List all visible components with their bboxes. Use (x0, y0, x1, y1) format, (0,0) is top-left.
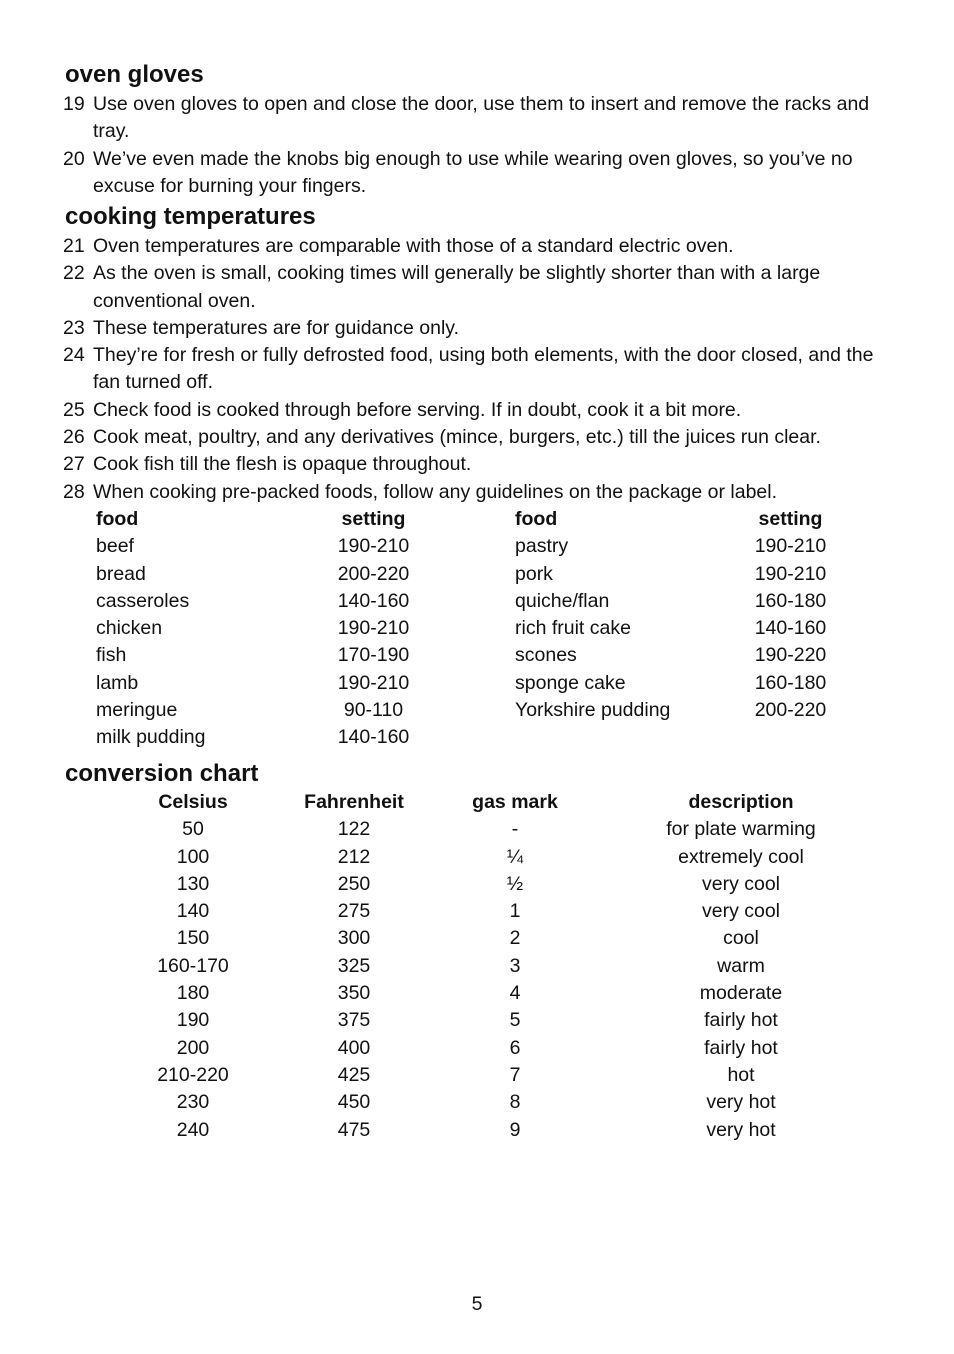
item-text: They’re for fresh or fully defrosted food, using both elements, with the door closed, and the fan turned off. (93, 344, 874, 394)
column-spacer (426, 615, 515, 642)
column-spacer (426, 588, 515, 615)
gas-mark-cell: - (511, 818, 519, 841)
celsius-cell: 140 (176, 900, 210, 923)
setting-cell: 190-210 (754, 535, 827, 558)
table-row (96, 561, 843, 588)
table-row (137, 898, 911, 925)
column-header-setting: setting (341, 508, 406, 530)
fahrenheit-cell: 425 (337, 1063, 371, 1086)
fahrenheit-cell: 300 (337, 927, 371, 950)
food-cell: Yorkshire pudding (515, 699, 671, 722)
celsius-cell: 150 (176, 927, 210, 950)
description-cell: very cool (701, 900, 781, 923)
celsius-cell: 50 (182, 818, 204, 841)
food-cell: chicken (96, 617, 163, 640)
table-row (96, 588, 843, 615)
list-item (63, 424, 893, 451)
column-spacer (426, 670, 515, 697)
table-row (96, 670, 843, 697)
fahrenheit-cell: 325 (337, 954, 371, 977)
item-number: 25 (63, 398, 85, 421)
celsius-cell: 210-220 (157, 1063, 229, 1086)
item-number: 21 (63, 235, 85, 257)
description-cell: warm (717, 954, 765, 977)
fahrenheit-cell: 350 (337, 982, 371, 1005)
setting-cell (738, 724, 843, 751)
column-header-food: food (515, 508, 558, 530)
table-row (96, 642, 843, 669)
table-row (96, 615, 843, 642)
item-text: Cook meat, poultry, and any derivatives (mince, burgers, etc.) till the juices run clear. (93, 426, 821, 449)
fahrenheit-cell: 475 (337, 1118, 371, 1141)
food-cell: rich fruit cake (515, 617, 631, 640)
table-row (137, 844, 911, 871)
setting-cell: 200-220 (337, 562, 410, 585)
column-header-celsius: Celsius (158, 791, 228, 813)
item-text: When cooking pre-packed foods, follow any guidelines on the package or label. (93, 480, 778, 503)
description-cell: hot (727, 1063, 755, 1086)
column-spacer (426, 506, 515, 533)
setting-cell: 90-110 (343, 699, 404, 722)
celsius-cell: 100 (176, 845, 210, 868)
item-number: 19 (63, 93, 85, 115)
description-cell: very cool (701, 872, 781, 895)
food-cell: scones (515, 644, 577, 667)
gas-mark-cell: 5 (509, 1009, 521, 1032)
gas-mark-cell: 7 (509, 1063, 521, 1086)
description-cell: very hot (706, 1118, 776, 1141)
item-text: Cook fish till the flesh is opaque throughout. (93, 453, 472, 476)
description-cell: fairly hot (704, 1009, 778, 1032)
item-number: 28 (63, 480, 85, 503)
table-row (137, 1089, 911, 1116)
description-cell: cool (723, 927, 759, 950)
food-cell: lamb (96, 671, 139, 694)
column-spacer (426, 642, 515, 669)
setting-cell: 140-160 (754, 617, 827, 640)
list-item (63, 479, 893, 506)
item-text: Check food is cooked through before serving. If in doubt, cook it a bit more. (93, 398, 742, 421)
description-cell: moderate (699, 982, 783, 1005)
celsius-cell: 240 (176, 1118, 210, 1141)
table-row (96, 724, 843, 751)
description-cell: extremely cool (678, 845, 804, 868)
column-spacer (426, 724, 515, 751)
setting-cell: 190-210 (337, 535, 410, 558)
list-oven-gloves (63, 91, 893, 200)
table-row (137, 980, 911, 1007)
celsius-cell: 200 (176, 1036, 210, 1059)
gas-mark-cell: ½ (506, 872, 524, 895)
column-spacer (426, 697, 515, 724)
table-row (137, 1007, 911, 1034)
fahrenheit-cell: 122 (337, 818, 371, 841)
conversion-table (137, 789, 911, 1144)
gas-mark-cell: 2 (509, 927, 521, 950)
item-text: These temperatures are for guidance only. (93, 316, 460, 339)
setting-cell: 200-220 (754, 699, 827, 722)
list-item (63, 146, 893, 201)
column-header-fahrenheit: Fahrenheit (304, 791, 404, 813)
setting-cell: 190-210 (337, 617, 410, 640)
fahrenheit-cell: 275 (337, 900, 371, 923)
food-cell: milk pudding (96, 726, 206, 749)
celsius-cell: 230 (176, 1091, 210, 1114)
heading-conversion-chart: conversion chart (65, 760, 259, 787)
list-item (63, 233, 893, 260)
food-cell (515, 724, 738, 751)
item-number: 23 (63, 316, 85, 339)
gas-mark-cell: 3 (509, 954, 521, 977)
list-item (63, 342, 893, 397)
heading-cooking-temperatures: cooking temperatures (65, 203, 316, 230)
food-cell: bread (96, 562, 146, 585)
list-item (63, 260, 893, 315)
food-cell: pastry (515, 535, 569, 558)
celsius-cell: 180 (176, 982, 210, 1005)
food-cell: fish (96, 644, 127, 667)
table-row (137, 1117, 911, 1144)
fahrenheit-cell: 250 (337, 872, 371, 895)
item-text: Use oven gloves to open and close the door, use them to insert and remove the racks and tray. (93, 93, 870, 143)
table-header-row (96, 506, 843, 533)
food-cell: beef (96, 535, 134, 558)
column-header-gas-mark: gas mark (472, 791, 558, 813)
gas-mark-cell: 9 (509, 1118, 521, 1141)
gas-mark-cell: ¼ (506, 845, 524, 868)
setting-cell: 140-160 (337, 726, 410, 749)
gas-mark-cell: 4 (509, 982, 521, 1005)
column-header-setting: setting (758, 508, 823, 530)
fahrenheit-cell: 400 (337, 1036, 371, 1059)
gas-mark-cell: 8 (509, 1091, 521, 1114)
gas-mark-cell: 1 (509, 900, 521, 923)
table-row (137, 925, 911, 952)
fahrenheit-cell: 375 (337, 1009, 371, 1032)
item-text: As the oven is small, cooking times will generally be slightly shorter than with a large conventional oven. (93, 262, 821, 312)
description-cell: fairly hot (704, 1036, 778, 1059)
column-spacer (426, 533, 515, 560)
list-item (63, 91, 893, 146)
description-cell: very hot (706, 1091, 776, 1114)
food-settings-table (96, 506, 843, 752)
item-number: 24 (63, 344, 85, 367)
heading-oven-gloves: oven gloves (65, 61, 204, 88)
page-number: 5 (471, 1293, 483, 1315)
setting-cell: 170-190 (337, 644, 410, 667)
setting-cell: 140-160 (337, 589, 410, 612)
column-header-description: description (688, 791, 794, 813)
description-cell: for plate warming (666, 818, 816, 841)
setting-cell: 190-220 (754, 644, 827, 667)
table-row (96, 697, 843, 724)
food-cell: quiche/flan (515, 589, 610, 612)
list-item (63, 315, 893, 342)
fahrenheit-cell: 212 (337, 845, 371, 868)
setting-cell: 190-210 (337, 671, 410, 694)
fahrenheit-cell: 450 (337, 1091, 371, 1114)
gas-mark-cell: 6 (509, 1036, 521, 1059)
column-spacer (426, 561, 515, 588)
table-row (137, 953, 911, 980)
celsius-cell: 130 (176, 872, 210, 895)
item-text: Oven temperatures are comparable with those of a standard electric oven. (93, 235, 734, 257)
item-number: 22 (63, 262, 85, 285)
item-number: 27 (63, 453, 85, 476)
list-cooking-temperatures (63, 233, 893, 506)
celsius-cell: 190 (176, 1009, 210, 1032)
celsius-cell: 160-170 (157, 954, 229, 977)
table-row (137, 871, 911, 898)
table-row (96, 533, 843, 560)
item-number: 20 (63, 147, 85, 170)
table-row (137, 1062, 911, 1089)
list-item (63, 451, 893, 478)
setting-cell: 190-210 (754, 562, 827, 585)
table-row (137, 1035, 911, 1062)
food-cell: meringue (96, 699, 178, 722)
list-item (63, 397, 893, 424)
column-header-food: food (96, 508, 139, 530)
table-header-row (137, 789, 911, 816)
item-number: 26 (63, 426, 85, 449)
setting-cell: 160-180 (754, 589, 827, 612)
item-text: We’ve even made the knobs big enough to use while wearing oven gloves, so you’ve no excuse for burning your fingers. (93, 147, 853, 197)
table-row (137, 816, 911, 843)
food-cell: pork (515, 562, 553, 585)
food-cell: sponge cake (515, 671, 626, 694)
setting-cell: 160-180 (754, 671, 827, 694)
food-cell: casseroles (96, 589, 190, 612)
